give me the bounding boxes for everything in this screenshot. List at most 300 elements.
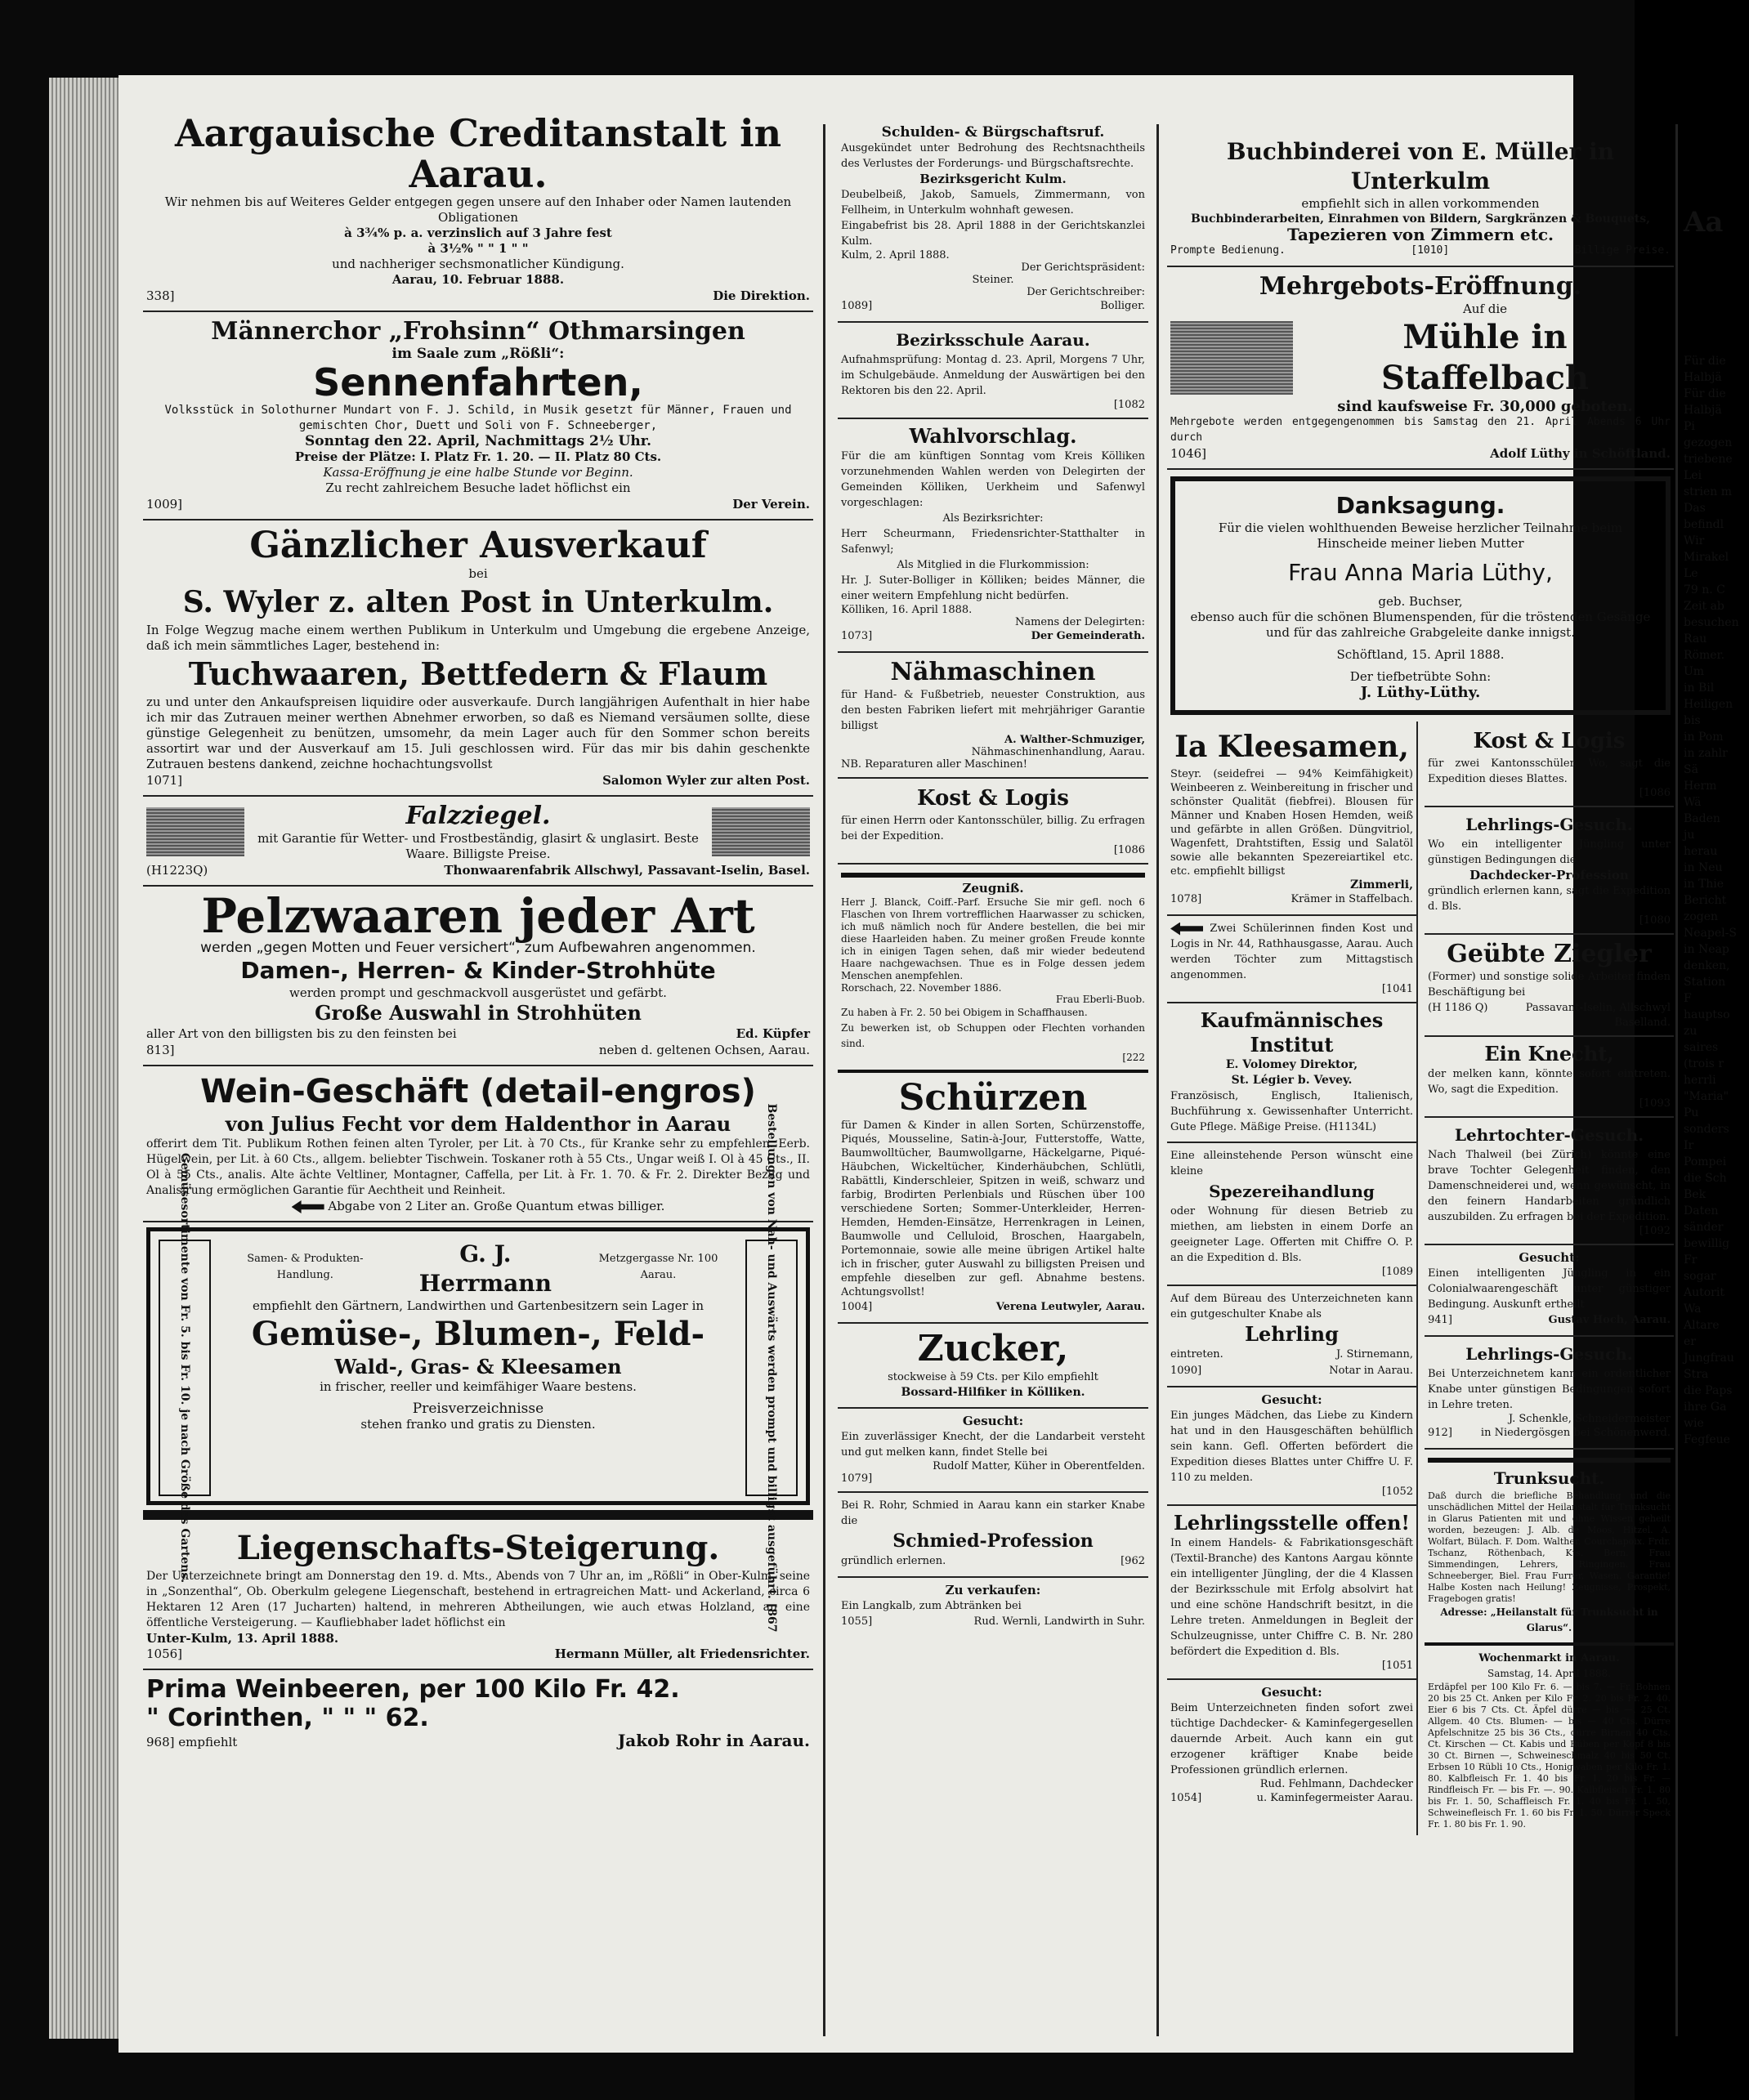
ad-title: Gesucht:	[1261, 1392, 1322, 1407]
ad-danksagung	[1170, 476, 1671, 715]
ad-title: Danksagung.	[1335, 492, 1505, 519]
ad-text: und nachheriger sechsmonatlicher Kündigung.	[332, 257, 624, 271]
ad-text: empfiehlt den Gärtnern, Landwirthen und Gartenbesitzern sein Lager in	[252, 1298, 705, 1313]
ad-signature: Der Gemeinderath.	[1031, 630, 1145, 642]
ad-text: Wir nehmen bis auf Weiteres Gelder entgegen gegen unsere auf den Inhaber oder Namen lautenden Obligationen	[164, 194, 792, 225]
cropped-text-fragment: denken,	[1684, 959, 1730, 972]
cropped-text-fragment: Autorit	[1684, 1286, 1724, 1299]
ad-signature: Verena Leutwyler, Aarau.	[995, 1301, 1145, 1313]
cropped-text-fragment: die Paps	[1684, 1384, 1733, 1397]
ad-title: Lehrlingsstelle offen!	[1174, 1511, 1410, 1535]
cropped-text-fragment: zu	[1684, 1025, 1698, 1038]
ad-pelzwaaren	[143, 887, 813, 1066]
cropped-text-fragment: hauptso	[1684, 1008, 1730, 1021]
ad-date: Schöftland, 15. April 1888.	[1336, 647, 1505, 662]
ad-signature: J. Lüthy-Lüthy.	[1360, 684, 1481, 701]
ad-title: Kost & Logis	[1473, 729, 1626, 753]
ad-signature: Zimmerli,	[1350, 878, 1413, 891]
ad-zeugniss	[838, 865, 1148, 1073]
divider	[1428, 1458, 1671, 1463]
ad-number: 813]	[146, 1043, 175, 1057]
ad-title: Falzziegel.	[405, 802, 551, 830]
cropped-text-fragment: Bek	[1684, 1188, 1707, 1201]
ad-ziegler	[1425, 935, 1674, 1037]
ad-signature: Salomon Wyler zur alten Post.	[602, 773, 810, 788]
ad-text: Steyr. (seidefrei — 94% Keimfähigkeit) Weinbeeren z. Weinbereitung in frischer und schönster Qualität (fiebfrei). Blousen für Männer und Knaben Hosen Hemden, weiß und gefärbte in allen Größen. Düngvitriol, Wagenfett, Drahtstiften, Essig und Salatöl sowie alle bekannten Spezereiartikel etc. etc. empfiehlt billigst	[1170, 768, 1413, 878]
ad-address: Krämer in Staffelbach.	[1291, 893, 1413, 905]
ad-text: St. Légier b. Vevey.	[1231, 1074, 1353, 1087]
ad-address: Adresse: „Heilanstalt für Trunksucht in Glarus“.	[1440, 1606, 1658, 1633]
column-2	[838, 120, 1148, 1635]
ad-number: [1086	[1639, 787, 1671, 799]
ad-title: Gesucht:	[1519, 1250, 1580, 1265]
cropped-text-fragments	[1684, 353, 1749, 1448]
ad-title: Zeugniß.	[962, 881, 1024, 896]
ad-date: Unter-Kulm, 13. April 1888.	[146, 1631, 339, 1646]
ad-text: empfiehlt sich in allen vorkommenden	[1301, 196, 1540, 211]
ad-number: 338]	[146, 288, 175, 303]
cropped-text-fragment: Römer.	[1684, 649, 1725, 662]
ad-number: [1080	[1639, 914, 1671, 927]
ad-trunksucht	[1425, 1450, 1674, 1646]
cropped-text-fragment: wie	[1684, 1417, 1704, 1430]
ad-text: E. Volomey Direktor,	[1225, 1058, 1358, 1071]
ad-signature: Rud. Wernli, Landwirth in Suhr.	[973, 1615, 1145, 1628]
ad-falzziegel	[143, 797, 813, 887]
ad-text: Auf die	[1462, 302, 1508, 316]
ad-number: [1092	[1639, 1225, 1671, 1237]
ad-number: 1009]	[146, 497, 183, 512]
ad-liegenschaft	[143, 1523, 813, 1670]
cropped-text-fragment: bis	[1684, 714, 1701, 727]
col3-left	[1167, 722, 1418, 1835]
cropped-text-fragment: sänder	[1684, 1221, 1724, 1234]
ad-number: 1073]	[841, 630, 873, 642]
pointing-hand-icon	[292, 1200, 324, 1213]
ad-text: à 3½% " " 1 " "	[427, 241, 529, 256]
ad-text: Zu recht zahlreichem Besuche ladet höflichst ein	[325, 480, 631, 495]
ad-number: [962	[1121, 1555, 1145, 1567]
cropped-text-fragment: Fegfeue	[1684, 1433, 1730, 1446]
cropped-text-fragment: sonders	[1684, 1123, 1729, 1136]
ad-text: werden „gegen Motten und Feuer versichert“, zum Aufbewahren angenommen.	[200, 940, 756, 956]
ad-address: neben d. geltenen Ochsen, Aarau.	[598, 1043, 810, 1057]
column-rule	[1156, 124, 1159, 2036]
ad-text: Herr J. Blanck, Coiff.-Parf. Ersuche Sie mir gefl. noch 6 Flaschen von Ihrem vortrefflichen Haarwasser zu schicken, ich muß nämlich noch für Andere bestellen, die bei mir diese Haarleiden haben. Zu meiner großen Freude konnte ich in einigen Tagen sehen, daß mir wieder bedeutend Haare nachgewachsen. Thue es in Folge dessen jedem Menschen anempfehlen.	[841, 896, 1145, 981]
cropped-text-fragment: in Neap	[1684, 943, 1729, 956]
ad-subtitle: von Julius Fecht vor dem Haldenthor in Aarau	[225, 1112, 731, 1136]
ad-text: Bei R. Rohr, Schmied in Aarau kann ein starker Knabe die	[841, 1499, 1145, 1527]
ad-title: Zu verkaufen:	[945, 1583, 1041, 1597]
cropped-text-fragment: Pu	[1684, 1106, 1699, 1119]
ad-title: Lehrlings-Gesuch.	[1465, 1344, 1633, 1364]
ad-ausverkauf	[143, 521, 813, 797]
ad-center	[220, 1240, 736, 1432]
ad-text: In einem Handels- & Fabrikationsgeschäft (Textil-Branche) des Kantons Aargau könnte ein intelligenter Jüngling, der die 4 Klassen der Bezirksschule mit Erfolg absolvirt hat und eine schöne Handschrift besitzt, in die Lehre treten. Anmeldungen in Begleit der Schulzeugnisse, unter Chiffre C. B. Nr. 280 befördert die Expedition d. Bls.	[1170, 1537, 1413, 1658]
ad-gesucht-dachdecker	[1167, 1680, 1416, 1812]
cropped-text-fragment: Le	[1684, 567, 1698, 580]
ad-lehrlingsgesuch	[1425, 807, 1674, 935]
ad-gesucht	[838, 1409, 1148, 1493]
ad-text: Der Gerichtschreiber:	[1027, 286, 1145, 298]
cropped-text-fragment: triebene	[1684, 453, 1733, 466]
ad-text: gründlich erlernen kann, sagt die Expedition d. Bls.	[1428, 885, 1671, 913]
ad-text: Herr Scheurmann, Friedensrichter-Statthalter in Safenwyl;	[841, 528, 1145, 556]
cropped-text-fragment: Für die	[1684, 355, 1726, 368]
ad-date: Kulm, 2. April 1888.	[841, 249, 950, 261]
ad-wahlvorschlag	[838, 419, 1148, 653]
cropped-text-fragment: F	[1684, 992, 1692, 1005]
ad-wein	[143, 1066, 813, 1222]
ad-date: Sonntag den 22. April, Nachmittags 2½ Uhr.	[304, 433, 652, 449]
ad-maennerchor	[143, 312, 813, 521]
column-3	[1167, 132, 1674, 1835]
ad-schulden	[838, 120, 1148, 323]
ad-text: stehen franko und gratis zu Diensten.	[360, 1417, 596, 1432]
ad-title: Dachdecker-Profession	[1469, 868, 1629, 882]
ad-prices: Preise der Plätze: I. Platz Fr. 1. 20. — II. Platz 80 Cts.	[294, 449, 662, 464]
ad-address: Baselland.	[1614, 1016, 1671, 1029]
cropped-text-fragment: Fr	[1684, 1253, 1698, 1267]
column-rule	[1675, 124, 1678, 2036]
cropped-text-fragment: Bericht	[1684, 894, 1727, 907]
column-rule	[823, 124, 825, 2036]
ad-text: Französisch, Englisch, Italienisch, Buchführung x. Gewissenhafter Unterricht. Gute Pflege. Mäßige Preise. (H1134L)	[1170, 1090, 1413, 1133]
ad-title: Buchbinderei von E. Müller in Unterkulm	[1226, 138, 1615, 194]
ad-lehrling	[1167, 1286, 1416, 1387]
cropped-text-fragment: (trois r	[1684, 1057, 1724, 1070]
ad-number: 1078]	[1170, 893, 1202, 905]
ad-title: Pelzwaaren jeder Art	[201, 888, 755, 944]
ad-verkaufen	[838, 1578, 1148, 1635]
ad-text: Wo ein intelligenter Jüngling unter günstigen Bedingungen die	[1428, 838, 1671, 866]
ad-text: werden prompt und geschmackvoll ausgerüstet und gefärbt.	[289, 985, 667, 1000]
ad-text: Prompte Bedienung.	[1170, 244, 1286, 257]
ad-title: Wald-, Gras- & Kleesamen	[334, 1355, 622, 1378]
cropped-text-fragment: Pompei	[1684, 1155, 1727, 1168]
ad-signature: Bossard-Hilfiker in Kölliken.	[901, 1386, 1085, 1399]
ad-signature: Rudolf Matter, Küher in Oberentfelden.	[933, 1460, 1145, 1472]
ad-signature: Steiner.	[972, 274, 1014, 286]
ad-title: Große Auswahl in Strohhüten	[315, 1001, 642, 1025]
ad-title: Bezirksschule Aarau.	[896, 330, 1090, 350]
ad-signature: Jakob Rohr in Aarau.	[617, 1731, 810, 1750]
ad-number: [1086	[1113, 844, 1145, 856]
ad-title: Gänzlicher Ausverkauf	[249, 525, 707, 566]
ad-text: à 3¾% p. a. verzinslich auf 3 Jahre fest	[344, 226, 612, 240]
ad-bezirksschule	[838, 323, 1148, 419]
ad-text: Billige Preise.	[1574, 244, 1671, 257]
cropped-text-fragment: Ir	[1684, 1139, 1694, 1152]
ad-text: für Hand- & Fußbetrieb, neuester Construktion, aus den besten Fabriken liefert mit mehrjähriger Garantie billigst	[841, 689, 1145, 732]
column-1	[143, 108, 813, 1755]
cropped-text-fragment: Mirakel	[1684, 551, 1729, 564]
ad-title: Nähmaschinen	[890, 658, 1096, 686]
ad-title: Wochenmarkt in Aarau.	[1478, 1652, 1620, 1664]
ad-title: Schmied-Profession	[892, 1530, 1094, 1552]
ad-title: Spezereihandlung	[1209, 1182, 1375, 1201]
ad-title: Schulden- & Bürgschaftsruf.	[881, 124, 1105, 141]
ad-address: Notar in Aarau.	[1329, 1365, 1413, 1377]
side-text: Gemüsesortimente von Fr. 5. bis Fr. 10. je nach Größe des Gartens.	[178, 1152, 191, 1584]
ad-text: der melken kann, könnte sofort eintreten. Wo, sagt die Expedition.	[1428, 1068, 1671, 1096]
ad-text: Auf dem Büreau des Unterzeichneten kann ein gutgeschulter Knabe als	[1170, 1293, 1413, 1320]
newspaper-page	[119, 75, 1739, 2053]
ad-gesucht-maedchen	[1167, 1387, 1416, 1506]
ad-text: Bei Unterzeichnetem kann ein ordentlicher Knabe unter günstigen Bedingungen sofort in Lehre treten.	[1428, 1368, 1671, 1411]
ad-number: 941]	[1428, 1314, 1452, 1326]
ad-text: Preisverzeichnisse	[412, 1401, 544, 1417]
ad-name: Frau Anna Maria Lüthy,	[1288, 559, 1553, 586]
ad-text: Aufnahmsprüfung: Montag d. 23. April, Morgens 7 Uhr, im Schulgebäude. Anmeldung der Auswärtigen bei den Rektoren bis den 22. April.	[841, 354, 1145, 397]
ad-title: Männerchor „Frohsinn“ Othmarsingen	[211, 317, 745, 346]
ad-schuelerinnen	[1167, 916, 1416, 1003]
ad-number: [1041	[1381, 983, 1413, 995]
ad-text: bei	[468, 566, 488, 581]
ad-title: Lehrlings-Gesuch.	[1465, 815, 1633, 834]
ad-text: Einen intelligenten Jüngling in ein Colonialwaarengeschäft unter günstiger Bedingung. Auskunft ertheilt	[1428, 1267, 1671, 1311]
ad-signature: Adolf Lüthy in Schöftland.	[1490, 446, 1671, 461]
cropped-text-fragment: Stra	[1684, 1368, 1709, 1381]
cropped-text-fragment: Um	[1684, 665, 1705, 678]
cropped-text-fragment: strien m	[1684, 485, 1733, 498]
cropped-text-fragment: Baden	[1684, 812, 1720, 825]
ad-kleesamen	[1167, 722, 1416, 916]
ad-text: " Corinthen, " " " 62.	[146, 1704, 429, 1732]
ad-date: Samstag, 14. April 1888.	[1487, 1668, 1612, 1679]
ad-text: für zwei Kantonsschüler. Wo, sagt die Expedition dieses Blattes.	[1428, 757, 1671, 785]
ad-text: Eine alleinstehende Person wünscht eine kleine	[1170, 1150, 1413, 1177]
cropped-text-fragment: Lei	[1684, 469, 1702, 482]
ad-lehrlingsgesuch-2	[1425, 1337, 1674, 1450]
ad-number: 1004]	[841, 1301, 873, 1313]
ad-firm: S. Wyler z. alten Post in Unterkulm.	[182, 585, 774, 619]
ad-text: ebenso auch für die schönen Blumenspenden, für die tröstenden Gesänge und für das zahlreiche Grabgeleite danke innigst.	[1190, 610, 1651, 640]
mill-illustration	[1170, 321, 1293, 395]
ad-title: Geübte Ziegler	[1447, 940, 1652, 968]
ad-number: 1089]	[841, 300, 873, 312]
ad-text: Zwei Schülerinnen finden Kost und Logis in Nr. 44, Rathhausgasse, Aarau. Auch werden Töchter zum Mittagstisch angenommen.	[1170, 923, 1413, 981]
ad-title: Aargauische Creditanstalt in Aarau.	[174, 111, 782, 196]
ad-signature: J. Schenkle, Schneidermeister	[1508, 1413, 1671, 1425]
ad-date: Kölliken, 16. April 1888.	[841, 604, 973, 616]
ad-number: 1054]	[1170, 1792, 1202, 1804]
ad-text: empfiehlt	[178, 1735, 238, 1749]
ad-text: Deubelbeiß, Jakob, Samuels, Zimmermann, von Fellheim, in Unterkulm wohnhaft gewesen.	[841, 189, 1145, 217]
ad-mehrgebots	[1167, 267, 1674, 470]
cropped-text-fragment: Daten	[1684, 1204, 1719, 1218]
ad-text: aller Art von den billigsten bis zu den feinsten bei	[146, 1026, 457, 1041]
cropped-text-fragment: "Maria"	[1684, 1090, 1729, 1103]
ad-signature: Passavant-Iselin, Allschwyl	[1525, 1002, 1671, 1014]
ad-text: in frischer, reeller und keimfähiger Waare bestens.	[320, 1379, 637, 1394]
ad-text: Mehrgebote werden entgegengenommen bis Samstag den 21. April Abends 6 Uhr durch	[1170, 416, 1671, 444]
cropped-text-fragment: Das	[1684, 502, 1706, 515]
cropped-text-fragment: er	[1684, 1335, 1696, 1348]
ad-text: offerirt dem Tit. Publikum Rothen feinen alten Tyroler, per Lit. à 70 Cts., für Kranke sehr zu empfehlen. Eerb. Hügelwein, per Lit. à 60 Cts., allgem. beliebter Tischwein. Toskaner roth à 55 Cts., Ungar weiß I. Ol à 45 Cts., II. Ol à 55 Cts., analis. Alte ächte Veltliner, Montagner, Caffella, per Lit. à Fr. 1. 70. & Fr. 2. Direkter Bezug und Analisirung ermöglichen Garantie für Aechtheit und Reinheit.	[146, 1137, 810, 1197]
ad-address: Nähmaschinenhandlung, Aarau.	[971, 746, 1145, 758]
cropped-text-fragment: Pi	[1684, 420, 1695, 433]
cropped-text-fragment: 79 n. C	[1684, 583, 1725, 596]
ad-title: Wahlvorschlag.	[909, 424, 1077, 448]
cropped-text-fragment: herau	[1684, 845, 1718, 858]
cropped-text-fragment: Jungfrau	[1684, 1352, 1734, 1365]
ad-text: Für die am künftigen Sonntag vom Kreis Kölliken vorzunehmenden Wahlen werden von Delegirten der Gemeinden Kölliken, Uerkheim und Safenwyl vorgeschlagen:	[841, 450, 1145, 509]
ad-number: 1079]	[841, 1472, 873, 1485]
ad-text: Für die vielen wohlthuenden Beweise herzlicher Teilnahme beim Hinscheide meiner lieben Mutter	[1218, 521, 1623, 551]
cropped-text-fragment: Altare	[1684, 1319, 1720, 1332]
ad-number: [1051	[1381, 1660, 1413, 1672]
cropped-text-fragment: in Thie	[1684, 878, 1724, 891]
ad-text: für Damen & Kinder in allen Sorten, Schürzenstoffe, Piqués, Mousseline, Satin-à-Jour, Futterstoffe, Watte, Baumwolltücher, Baumwollgarne, Häckelgarne, Piqué-Häubchen, Wickeltücher, Kinderhäubchen, Schlütli, Rabättli, Kinderschleier, Spitzen in weiß, schwarz und farbig, Brodirten Perlenbials und Rüschen über 100 verschiedene Sorten; Sommer-Unterkleider, Herren-Hemden, Hemden-Einsätze, Herrenkragen in Leinen, Baumwolle und Celluloid, Broschen, Haargabeln, Portemonnaie, sowie alle meine übrigen Artikel halte ich in frischer, guter Auswahl zu billigsten Preisen und empfehle dieselben zur gefl. Abnahme bestens. Achtungsvollst!	[841, 1119, 1145, 1298]
ad-schuerzen	[838, 1073, 1148, 1324]
ad-number: 1056]	[146, 1646, 183, 1661]
ad-number: 1046]	[1170, 446, 1207, 461]
cropped-text-fragment: Zeit ab	[1684, 600, 1724, 613]
ad-naehmaschinen	[838, 653, 1148, 779]
ad-text: Kassa-Eröffnung je eine halbe Stunde vor Beginn.	[323, 465, 633, 480]
ad-title: Ein Knecht,	[1484, 1042, 1614, 1066]
ad-text: geb. Buchser,	[1378, 594, 1463, 609]
ad-text: (Former) und sonstige solide Arbeiter finden Beschäftigung bei	[1428, 971, 1671, 999]
ad-schmied	[838, 1493, 1148, 1578]
ad-title: Liegenschafts-Steigerung.	[236, 1529, 720, 1567]
ad-title: Damen-, Herren- & Kinder-Strohhüte	[240, 957, 716, 984]
roof-tile-illustration	[146, 807, 244, 856]
ad-text: Als Bezirksrichter:	[942, 512, 1044, 525]
cropped-text-fragment: Rau	[1684, 632, 1707, 646]
ad-lehrtochter	[1425, 1118, 1674, 1245]
ad-number: (H 1186 Q)	[1428, 1002, 1488, 1014]
cropped-text-fragment: ju	[1684, 829, 1695, 842]
ad-text: Bezirksgericht Kulm.	[919, 172, 1067, 186]
cropped-text-fragment: in Pom	[1684, 731, 1724, 744]
ad-text: zu und unter den Ankaufspreisen liquidire oder ausverkaufe. Durch langjährigen Aufenthalt in hier habe ich mir das Zutrauen meiner werthen Abnehmer erworben, so daß es Niemand versäumen sollte, diese günstige Gelegenheit zu benützen, umsomehr, da mein Lager auch für den Sommer schon bereits assortirt war und der Ausverkauf am 15. Juli geschlossen wird. Für das mir bis dahin geschenkte Zutrauen bestens dankend, zeichne hochachtungsvollst	[146, 695, 810, 771]
cropped-text-fragment: ihre Ga	[1684, 1401, 1727, 1414]
col3-right	[1425, 722, 1674, 1835]
ad-gesucht-juengling	[1425, 1245, 1674, 1337]
ad-title: Schürzen	[898, 1077, 1088, 1119]
ad-text: Abgabe von 2 Liter an. Große Quantum etwas billiger.	[328, 1199, 665, 1213]
ad-date: Rorschach, 22. November 1886.	[841, 982, 1002, 994]
cropped-text-fragment: Wä	[1684, 796, 1702, 809]
ad-signature: Hermann Müller, alt Friedensrichter.	[554, 1646, 810, 1661]
ad-text: Ein zuverlässiger Knecht, der die Landarbeit versteht und gut melken kann, findet Stelle bei	[841, 1431, 1145, 1459]
pointing-hand-icon	[1170, 923, 1203, 936]
ad-title: Ia Kleesamen,	[1174, 730, 1409, 764]
cropped-text-fragment: bewillig	[1684, 1237, 1730, 1250]
ad-text: Zu haben à Fr. 2. 50 bei Obigem in Schaffhausen.	[841, 1007, 1088, 1018]
ad-text: oder Wohnung für diesen Betrieb zu miethen, am liebsten in einem Dorfe an geeigneter Lage. Offerten mit Chiffre O. P. an die Expedition d. Bls.	[1170, 1205, 1413, 1264]
ad-text: Namens der Delegirten:	[1014, 616, 1145, 628]
cropped-text-fragment: in Bil	[1684, 681, 1715, 695]
col3-lower	[1167, 722, 1674, 1835]
ad-text: Beim Unterzeichneten finden sofort zwei tüchtige Dachdecker- & Kaminfegergesellen dauernde Arbeit. Auch kann ein gut erzogener kräftiger Knabe beide Professionen gründlich erlernen.	[1170, 1702, 1413, 1776]
ad-signature: Frau Eberli-Buob.	[1055, 994, 1145, 1005]
ad-title: Gemüse-, Blumen-, Feld-	[251, 1315, 705, 1353]
ad-spezerei	[1167, 1143, 1416, 1286]
cropped-text-fragment: Halbjä	[1684, 404, 1722, 417]
ad-text: Der tiefbetrübte Sohn:	[1349, 669, 1492, 684]
ad-signature: Rud. Fehlmann, Dachdecker	[1259, 1778, 1413, 1790]
cropped-text-fragment: zogen	[1684, 910, 1719, 923]
roof-tile-illustration	[712, 807, 810, 856]
ad-signature: Bolliger.	[1100, 300, 1145, 312]
ad-date: Aarau, 10. Februar 1888.	[391, 272, 565, 287]
ad-signature: A. Walther-Schmuziger,	[1004, 734, 1145, 746]
ad-signature: Gustav Hoch, Aarau.	[1548, 1314, 1671, 1326]
ad-text: Samen- & Produkten-Handlung.	[247, 1253, 364, 1281]
ad-title: Gesucht:	[962, 1414, 1024, 1428]
cropped-text-fragment: Wir	[1684, 534, 1705, 547]
ad-number: [222	[1122, 1052, 1145, 1063]
ad-title: Zucker,	[917, 1328, 1069, 1369]
divider	[841, 873, 1145, 878]
ad-text: Tapezieren von Zimmern etc.	[1287, 225, 1554, 244]
ad-title: Kost & Logis	[917, 786, 1069, 811]
ad-event-title: Sennenfahrten,	[313, 360, 643, 404]
ad-text: Nach Thalweil (bei Zürich) könnte eine brave Tochter Gelegenheit finden, den Damenschneiderei und, wenn gewünscht, in den feinern Handarbeiten gründlich auszubilden. Zu erfragen bei der Expedition.	[1428, 1149, 1671, 1223]
cropped-text-fragment: in Neu	[1684, 861, 1723, 874]
side-panel	[159, 1152, 211, 1584]
ad-title: Trunksucht.	[1493, 1468, 1605, 1488]
ad-kaufm-institut	[1167, 1003, 1416, 1143]
ad-goods: Tuchwaaren, Bettfedern & Flaum	[188, 655, 768, 692]
ad-text: Ein junges Mädchen, das Liebe zu Kindern hat und in den Hausgeschäften behülflich sein kann. Gefl. Offerten befördert die Expedition dieses Blattes unter Chiffre U. F. 110 zu melden.	[1170, 1410, 1413, 1484]
ad-number: 968]	[146, 1735, 175, 1749]
ad-signature: Der Verein.	[732, 497, 810, 512]
divider	[143, 1510, 813, 1520]
ad-text: Daß durch die briefliche Behandlung und die unschädlichen Mittel der Heilanstalt für Trunksucht in Glarus Patienten mit und ohne Wissen geheilt worden, bezeugen: J. Alb. de Moos, Hitzel. A. Wolfart, Bülach. F. Dom. Walther, Courchapoix. Frdr. Tschanz, Röthenbach, Kts. Bern. Frau Simmendingen, Lehrers, Ringingen. Frau Schneeberger, Biel. Frau Furrer, Wasen. Garantie! Halbe Kosten nach Heilung! Zeugnisse, Prospekt, Fragebogen gratis!	[1428, 1490, 1671, 1604]
ad-number: [1010]	[1411, 244, 1450, 257]
side-panel	[745, 1103, 798, 1633]
ad-subtitle: im Saale zum „Rößli“:	[391, 346, 565, 362]
ad-text: für einen Herrn oder Kantonsschüler, billig. Zu erfragen bei der Expedition.	[841, 815, 1145, 842]
ad-zucker	[838, 1324, 1148, 1409]
cropped-text-fragment: in zahlr	[1684, 747, 1728, 760]
ad-title: Lehrling	[1245, 1322, 1339, 1346]
ad-number: (H1223Q)	[146, 863, 208, 878]
ad-title: Wein-Geschäft (detail-engros)	[200, 1073, 756, 1110]
ad-signature: Thonwaarenfabrik Allschwyl, Passavant-Iselin, Basel.	[444, 863, 810, 878]
ad-text: mit Garantie für Wetter- und Frostbeständig, glasirt & unglasirt. Beste Waare. Billigste Preise.	[257, 831, 699, 861]
ad-title: Gesucht:	[1261, 1685, 1322, 1700]
cropped-text-fragment: Für die	[1684, 387, 1726, 400]
ad-title: Kaufmännisches Institut	[1200, 1008, 1384, 1057]
cropped-text-fragment: besuchen	[1684, 616, 1739, 629]
cropped-text-fragment: Herm	[1684, 780, 1717, 793]
ad-kost-logis	[838, 779, 1148, 865]
ad-number: [1082	[1113, 399, 1145, 411]
ad-text: Volksstück in Solothurner Mundart von F. J. Schild, in Musik gesetzt für Männer, Frauen und gemischten Chor, Duett und Soli von F. Schneeberger,	[164, 404, 792, 432]
ad-text: Buchbinderarbeiten, Einrahmen von Bildern, Sargkränzen & Bouquets,	[1191, 212, 1650, 226]
ad-signature: J. Stirnemann,	[1336, 1348, 1413, 1361]
ad-text: Prima Weinbeeren, per 100 Kilo Fr. 42.	[146, 1675, 680, 1704]
ad-address: u. Kaminfegermeister Aarau.	[1256, 1792, 1413, 1804]
ad-text: stockweise à 59 Cts. per Kilo empfiehlt	[888, 1371, 1098, 1383]
ad-lehrlingsstelle	[1167, 1506, 1416, 1680]
ad-address: in Niedergösgen bei Schönenwerd.	[1480, 1427, 1671, 1439]
cropped-text-fragment: befindl	[1684, 518, 1724, 531]
ad-buchbinderei	[1167, 132, 1674, 267]
ad-text: Metzgergasse Nr. 100 Aarau.	[598, 1253, 718, 1281]
ad-text: Der Unterzeichnete bringt am Donnerstag den 19. d. Mts., Abends von 7 Uhr an, im „Rößli“ in Ober-Kulm, seine in „Sonzenthal“, Ob. Oberkulm gelegene Liegenschaft, bestehend in ertragreichen Matt- und Ackerland, circa 6 Hektaren 12 Aren (17 Jucharten) haltend, in mehreren Abtheilungen, wie auch etwas Holzland, an eine öffentliche Versteigerung. — Kaufliebhaber ladet höflichst ein	[146, 1570, 810, 1629]
ad-text: Ausgekündet unter Bedrohung des Rechtsnachtheils des Verlustes der Forderungs- und Bürgschaftsrechte.	[841, 142, 1145, 170]
cropped-text-fragment: saires	[1684, 1041, 1719, 1054]
ad-text: Als Mitglied in die Flurkommission:	[897, 559, 1089, 571]
ad-firm: G. J. Herrmann	[418, 1240, 552, 1297]
ad-number: 912]	[1428, 1427, 1452, 1439]
